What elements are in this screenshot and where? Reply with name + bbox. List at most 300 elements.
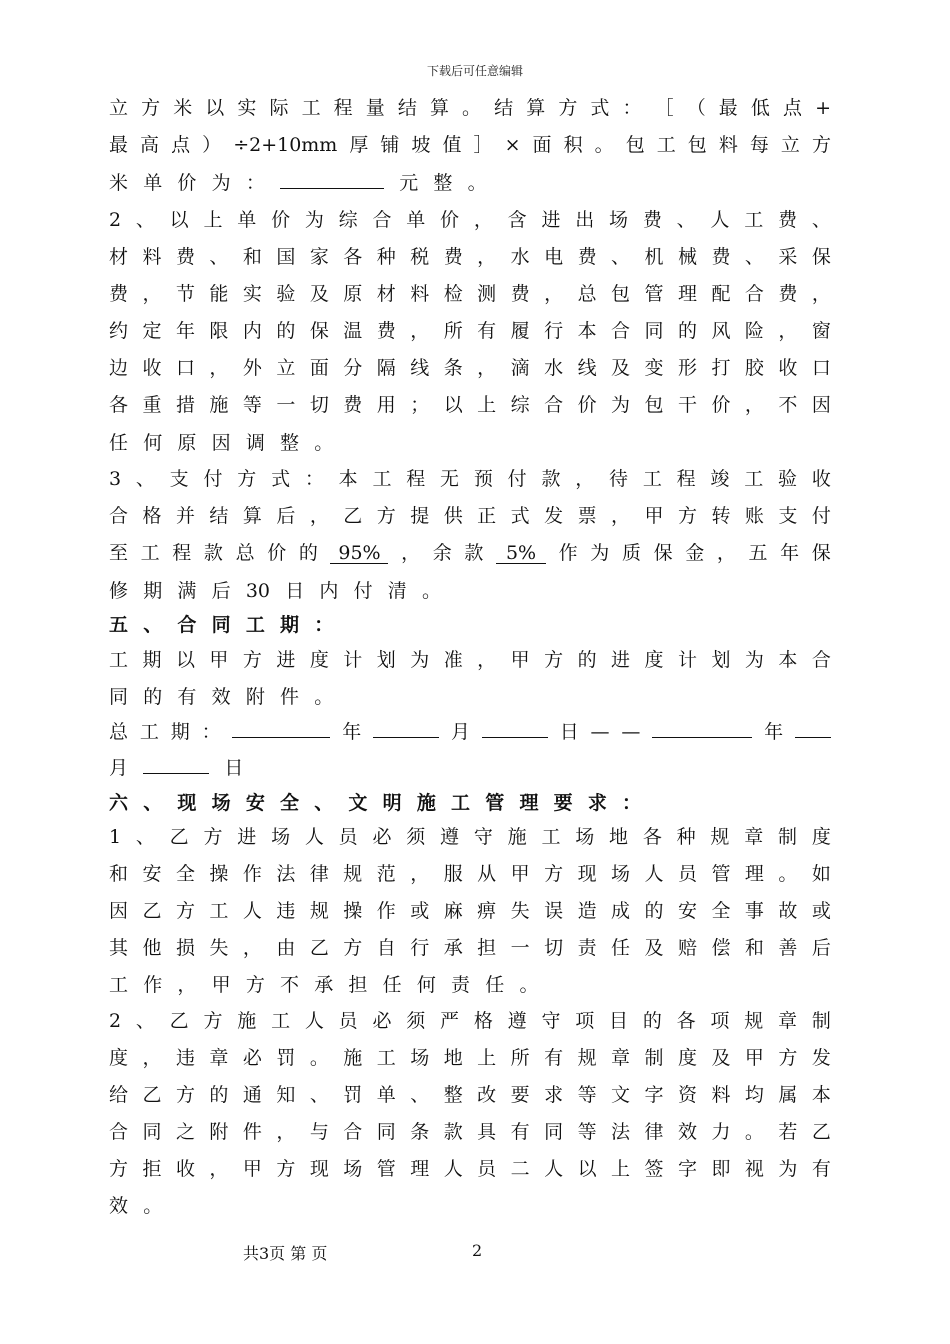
text-char: 成: [611, 900, 631, 922]
text-char: 任: [382, 974, 402, 996]
text-line: [109, 753, 831, 779]
text-char: 。: [422, 580, 442, 602]
text-char: 内: [242, 320, 262, 342]
text-char: 质: [621, 542, 641, 564]
text-line: [109, 1117, 831, 1143]
text-char: 种: [376, 246, 396, 268]
text-char: 械: [677, 246, 697, 268]
text-char: 损: [175, 937, 195, 959]
text-char: 各: [343, 246, 363, 268]
text-char: 乙: [169, 826, 189, 848]
text-char: 立: [276, 357, 296, 379]
text-char: 、: [676, 209, 696, 231]
text-char: ，: [177, 974, 197, 996]
text-char: 人: [710, 209, 730, 231]
text-char: 因: [211, 432, 231, 454]
text-char: 件: [242, 1121, 262, 1143]
text-char: 包: [611, 283, 631, 305]
text-char: 种: [676, 826, 696, 848]
text-char: ，: [410, 320, 430, 342]
text-char: 等: [577, 1121, 597, 1143]
text-char: 期: [142, 649, 162, 671]
text-line: [109, 279, 831, 305]
text-char: 工: [376, 1047, 396, 1069]
footer-page-number: 2: [472, 1241, 483, 1260]
text-char: 甲: [510, 863, 530, 885]
text-char: 式: [271, 468, 291, 490]
inline-text: ÷2+10mm: [233, 134, 338, 156]
text-char: 字: [644, 1084, 664, 1106]
text-char: 安: [245, 792, 265, 814]
text-char: 年: [342, 721, 362, 743]
text-char: 费: [642, 209, 662, 231]
text-char: 线: [410, 357, 430, 379]
text-char: 合: [343, 1121, 363, 1143]
text-char: 遵: [507, 1010, 527, 1032]
text-char: 、: [611, 246, 631, 268]
text-char: ，: [209, 1158, 229, 1180]
text-char: 工: [209, 900, 229, 922]
text-char: 付: [203, 468, 223, 490]
text-char: 自: [376, 937, 396, 959]
text-char: 有: [510, 1121, 530, 1143]
text-char: 要: [553, 792, 573, 814]
text-char: 方: [237, 468, 257, 490]
text-char: 以: [205, 97, 225, 119]
text-char: 进: [611, 649, 631, 671]
page-header: 下载后可任意编辑: [426, 64, 523, 78]
text-char: 算: [526, 97, 546, 119]
text-char: 为: [590, 542, 610, 564]
text-char: 金: [685, 542, 705, 564]
fill-in-blank: [652, 717, 752, 738]
text-char: 由: [276, 937, 296, 959]
text-char: 人: [242, 900, 262, 922]
text-char: 人: [544, 1158, 564, 1180]
text-char: 采: [778, 246, 798, 268]
text-char: 能: [209, 283, 229, 305]
text-char: 员: [338, 826, 358, 848]
text-char: 方: [203, 1010, 223, 1032]
text-char: 结: [397, 97, 417, 119]
text-char: 章: [209, 1047, 229, 1069]
text-char: ，: [544, 283, 564, 305]
text-char: 任: [485, 974, 505, 996]
text-char: 方: [203, 826, 223, 848]
text-char: 所: [510, 1047, 530, 1069]
text-char: 制: [644, 1047, 664, 1069]
text-char: 即: [711, 1158, 731, 1180]
fill-in-blank: [373, 717, 439, 738]
text-char: 合: [372, 209, 392, 231]
text-char: 高: [140, 134, 160, 156]
text-char: 他: [142, 937, 162, 959]
text-char: 日: [559, 721, 579, 743]
text-char: 至: [109, 542, 129, 564]
text-char: 以: [577, 1158, 597, 1180]
text-char: ，: [142, 283, 162, 305]
text-char: 以: [443, 394, 463, 416]
text-char: ，: [778, 320, 798, 342]
text-char: 价: [271, 209, 291, 231]
text-char: 何: [416, 974, 436, 996]
text-char: 同: [211, 614, 231, 636]
text-char: 进: [541, 209, 561, 231]
text-char: 赔: [677, 937, 697, 959]
text-char: 规: [343, 863, 363, 885]
text-char: ）: [202, 134, 222, 156]
text-char: —: [621, 721, 641, 743]
text-char: 为: [744, 649, 764, 671]
text-char: 包: [625, 134, 645, 156]
text-char: 管: [485, 792, 505, 814]
text-char: 文: [611, 1084, 631, 1106]
text-char: 场: [271, 826, 291, 848]
text-char: 施: [209, 394, 229, 416]
text-char: 收: [175, 1158, 195, 1180]
text-char: 各: [642, 826, 662, 848]
text-char: 均: [744, 1084, 764, 1106]
text-char: 有: [544, 1047, 564, 1069]
text-char: 电: [544, 246, 564, 268]
text-char: 测: [477, 283, 497, 305]
text-char: 操: [343, 900, 363, 922]
text-char: 章: [778, 1010, 798, 1032]
text-char: 工: [372, 468, 392, 490]
text-char: 险: [744, 320, 764, 342]
text-char: 工: [541, 826, 561, 848]
text-char: ，: [477, 649, 497, 671]
text-char: 施: [416, 792, 436, 814]
text-char: 上: [611, 1158, 631, 1180]
text-char: 理: [744, 863, 764, 885]
text-char: 包: [644, 394, 664, 416]
text-char: 善: [778, 937, 798, 959]
text-char: 的: [298, 542, 318, 564]
text-char: 、: [143, 614, 163, 636]
text-char: 保: [653, 542, 673, 564]
text-char: 等: [242, 394, 262, 416]
text-line: [109, 896, 831, 922]
text-char: 最: [109, 134, 129, 156]
text-char: 程: [406, 468, 426, 490]
text-char: 年: [780, 542, 800, 564]
text-char: 甲: [211, 974, 231, 996]
text-line: [109, 130, 831, 156]
text-char: ：: [622, 792, 642, 814]
text-char: 乙: [811, 1121, 831, 1143]
text-char: 方: [811, 134, 831, 156]
text-char: 度: [109, 1047, 129, 1069]
text-char: 为: [304, 209, 324, 231]
text-char: 点: [782, 97, 802, 119]
text-char: 款: [464, 542, 484, 564]
text-line: [109, 242, 831, 268]
text-char: 。: [309, 1047, 329, 1069]
text-char: 失: [510, 900, 530, 922]
text-char: 服: [443, 863, 463, 885]
text-char: 。: [314, 686, 334, 708]
text-char: ，: [477, 357, 497, 379]
text-char: 外: [242, 357, 262, 379]
text-char: 项: [710, 1010, 730, 1032]
text-char: 效: [211, 686, 231, 708]
text-char: 2: [109, 1010, 122, 1032]
text-char: 、: [314, 792, 334, 814]
text-char: 制: [811, 1010, 831, 1032]
text-char: 边: [109, 357, 129, 379]
text-char: 有: [477, 320, 497, 342]
text-char: 付: [353, 580, 373, 602]
text-char: 、: [143, 792, 163, 814]
text-char: 铺: [380, 134, 400, 156]
text-char: （: [686, 97, 706, 119]
text-char: 的: [644, 900, 664, 922]
text-char: 若: [778, 1121, 798, 1143]
text-char: —: [590, 721, 610, 743]
inline-text: 30: [245, 580, 270, 602]
text-char: 施: [343, 1047, 363, 1069]
text-char: 项: [575, 1010, 595, 1032]
text-char: 度: [309, 649, 329, 671]
text-char: 方: [778, 1047, 798, 1069]
text-char: 人: [304, 826, 324, 848]
text-char: ×: [504, 134, 521, 156]
text-char: 点: [171, 134, 191, 156]
text-char: 后: [276, 505, 296, 527]
text-char: 甲: [242, 1158, 262, 1180]
text-line: [109, 933, 831, 959]
underlined-value: 5%: [496, 543, 546, 564]
text-char: 提: [410, 505, 430, 527]
text-char: 、: [309, 1084, 329, 1106]
text-char: 度: [677, 1047, 697, 1069]
text-line: [109, 822, 831, 848]
text-char: 材: [376, 283, 396, 305]
text-char: 、: [135, 1010, 155, 1032]
text-char: 账: [744, 505, 764, 527]
text-char: 胶: [744, 357, 764, 379]
text-char: 施: [507, 826, 527, 848]
text-char: 总: [577, 283, 597, 305]
text-char: 收: [142, 357, 162, 379]
text-char: 价: [177, 172, 197, 194]
text-char: 料: [718, 134, 738, 156]
text-char: 和: [109, 863, 129, 885]
text-char: 节: [175, 283, 195, 305]
text-line: [109, 859, 831, 885]
text-char: 方: [276, 1158, 296, 1180]
text-char: 结: [494, 97, 514, 119]
text-char: 现: [177, 792, 197, 814]
text-char: ：: [245, 172, 265, 194]
text-char: 效: [677, 1121, 697, 1143]
text-char: 无: [440, 468, 460, 490]
text-char: 料: [410, 283, 430, 305]
text-line: [109, 501, 831, 527]
text-char: 程: [333, 97, 353, 119]
text-char: 工: [109, 649, 129, 671]
text-char: 及: [711, 1047, 731, 1069]
text-char: 调: [245, 432, 265, 454]
text-char: 行: [544, 320, 564, 342]
text-char: 二: [510, 1158, 530, 1180]
text-char: 月: [109, 757, 129, 779]
text-char: 甲: [510, 649, 530, 671]
text-char: 单: [406, 209, 426, 231]
text-char: 总: [109, 721, 129, 743]
text-char: 理: [677, 283, 697, 305]
text-char: 乙: [169, 1010, 189, 1032]
text-char: 场: [575, 826, 595, 848]
text-char: 现: [309, 1158, 329, 1180]
text-char: 失: [209, 937, 229, 959]
text-char: 方: [343, 937, 363, 959]
text-char: 人: [443, 1158, 463, 1180]
text-char: 人: [304, 1010, 324, 1032]
text-char: 价: [711, 394, 731, 416]
text-char: ：: [314, 614, 334, 636]
text-char: 必: [372, 826, 392, 848]
text-char: 律: [644, 1121, 664, 1143]
text-char: 责: [451, 974, 471, 996]
text-char: 进: [276, 649, 296, 671]
text-char: 本: [577, 320, 597, 342]
text-char: 通: [242, 1084, 262, 1106]
text-char: 六: [109, 792, 129, 814]
text-char: 法: [276, 863, 296, 885]
text-char: 最: [718, 97, 738, 119]
text-char: 承: [314, 974, 334, 996]
text-char: 文: [348, 792, 368, 814]
text-char: 不: [280, 974, 300, 996]
underlined-value: 95%: [330, 543, 388, 564]
text-char: 综: [510, 394, 530, 416]
text-char: 本: [338, 468, 358, 490]
text-char: 的: [209, 1084, 229, 1106]
text-char: 切: [544, 937, 564, 959]
text-char: 每: [749, 134, 769, 156]
text-char: ，: [477, 246, 497, 268]
text-char: 线: [577, 357, 597, 379]
text-char: 管: [711, 863, 731, 885]
text-char: 包: [687, 134, 707, 156]
text-char: 本: [811, 1084, 831, 1106]
text-char: 打: [711, 357, 731, 379]
text-char: 履: [510, 320, 530, 342]
text-char: 作: [143, 974, 163, 996]
text-char: 水: [510, 246, 530, 268]
text-char: 求: [544, 1084, 564, 1106]
text-char: 用: [376, 394, 396, 416]
text-char: 支: [169, 468, 189, 490]
text-char: 余: [432, 542, 452, 564]
text-char: 场: [609, 209, 629, 231]
fill-in-blank: [280, 168, 384, 189]
text-char: 之: [175, 1121, 195, 1143]
text-char: 误: [544, 900, 564, 922]
text-char: 方: [175, 900, 195, 922]
text-char: 、: [135, 209, 155, 231]
text-char: 总: [235, 542, 255, 564]
text-char: 、: [209, 246, 229, 268]
text-char: 规: [577, 1047, 597, 1069]
text-char: ，: [744, 394, 764, 416]
text-char: 理: [519, 792, 539, 814]
text-char: 票: [577, 505, 597, 527]
text-char: 年: [175, 320, 195, 342]
text-char: 工: [109, 974, 129, 996]
text-char: 格: [142, 505, 162, 527]
text-char: 口: [811, 357, 831, 379]
text-char: 。: [143, 1195, 163, 1217]
text-char: 的: [642, 1010, 662, 1032]
text-char: 或: [811, 900, 831, 922]
text-char: 必: [372, 1010, 392, 1032]
text-char: 和: [242, 246, 262, 268]
text-char: 税: [410, 246, 430, 268]
text-char: 整: [433, 172, 453, 194]
fill-in-blank: [795, 717, 831, 738]
text-char: 综: [338, 209, 358, 231]
text-char: 水: [544, 357, 564, 379]
text-line: [109, 390, 831, 416]
text-char: 分: [343, 357, 363, 379]
text-line: [109, 205, 831, 231]
text-char: 附: [209, 1121, 229, 1143]
text-line: [109, 428, 831, 454]
text-char: 乙: [309, 937, 329, 959]
text-char: 章: [611, 1047, 631, 1069]
text-char: 地: [609, 826, 629, 848]
text-char: 的: [143, 686, 163, 708]
text-char: 合: [544, 394, 564, 416]
text-line: [109, 464, 831, 490]
text-char: 费: [711, 246, 731, 268]
text-char: 为: [410, 649, 430, 671]
text-char: 温: [343, 320, 363, 342]
text-char: 场: [410, 1047, 430, 1069]
text-char: 遵: [440, 826, 460, 848]
text-line: [109, 1080, 831, 1106]
text-char: 、: [744, 246, 764, 268]
text-char: ：: [622, 97, 642, 119]
text-char: 同: [109, 686, 129, 708]
text-char: ，: [276, 1121, 296, 1143]
text-char: 条: [443, 357, 463, 379]
text-char: 米: [109, 172, 129, 194]
text-line: [109, 645, 831, 671]
text-char: 发: [544, 505, 564, 527]
text-char: 3: [109, 468, 122, 490]
text-char: 任: [611, 937, 631, 959]
text-char: 甲: [644, 505, 664, 527]
text-line: [109, 610, 831, 636]
text-char: 合: [744, 283, 764, 305]
text-char: 甲: [744, 1047, 764, 1069]
text-char: 求: [587, 792, 607, 814]
text-char: 规: [710, 826, 730, 848]
text-char: 痹: [477, 900, 497, 922]
text-char: +: [815, 97, 831, 119]
text-char: 待: [609, 468, 629, 490]
text-char: 计: [677, 649, 697, 671]
text-char: 任: [109, 432, 129, 454]
text-char: 立: [780, 134, 800, 156]
text-char: 原: [177, 432, 197, 454]
text-char: 何: [143, 432, 163, 454]
text-char: 、: [811, 209, 831, 231]
